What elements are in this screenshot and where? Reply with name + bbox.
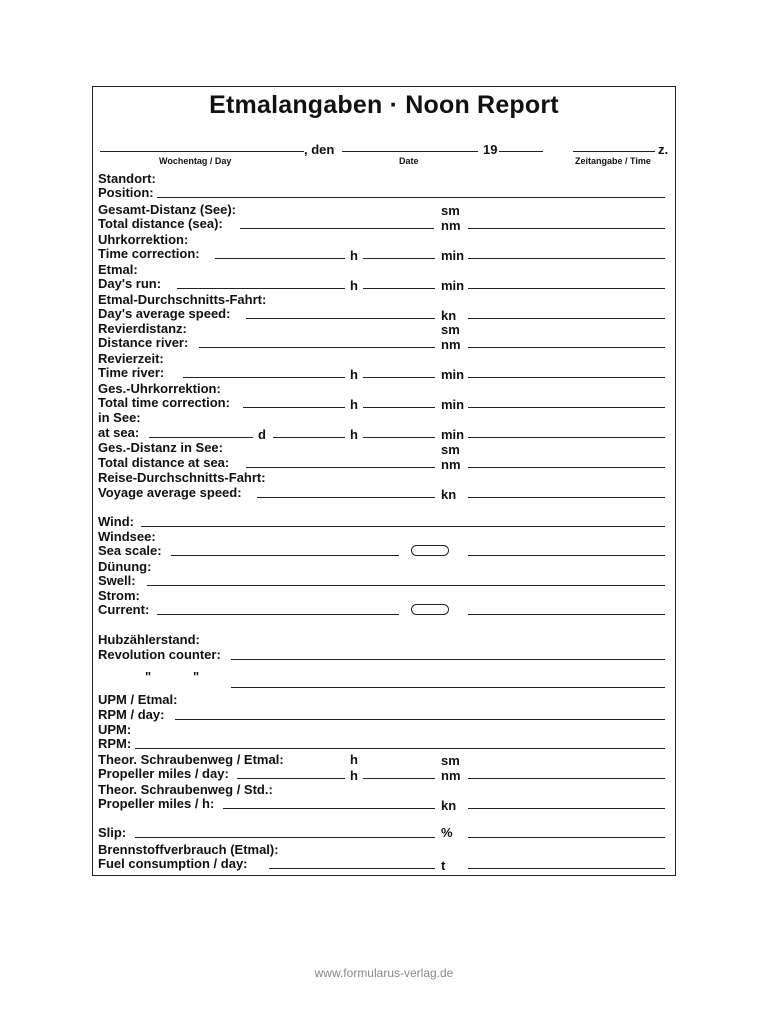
total-time-correction-extra-field[interactable] [468,407,665,408]
wind-label: Wind: [98,514,134,529]
unit-sm: sm [441,322,460,337]
rpm-day-field[interactable] [175,719,665,720]
unit-percent: % [441,825,453,840]
at-sea-min-field[interactable] [363,437,435,438]
swell-label: Swell: [98,573,136,588]
unit-t: t [441,858,446,873]
prop-miles-h-field[interactable] [223,808,435,809]
revierdistanz-label: Revierdistanz: [98,321,187,336]
date-field[interactable] [342,151,478,152]
unit-nm: nm [441,768,461,783]
den-label: , den [304,142,335,157]
uhrkorrektion-label: Uhrkorrektion: [98,232,189,247]
unit-nm: nm [441,218,461,233]
standort-label: Standort: [98,171,156,186]
total-time-correction-label: Total time correction: [98,395,230,410]
time-caption: Zeitangabe / Time [575,156,651,166]
revierzeit-label: Revierzeit: [98,351,164,366]
year-field[interactable] [499,151,543,152]
time-river-h-field[interactable] [183,377,345,378]
unit-min: min [441,278,465,293]
hubzaehler-label: Hubzählerstand: [98,632,200,647]
unit-h: h [350,397,358,412]
rpm-field[interactable] [135,748,665,749]
prop-miles-day-label: Propeller miles / day: [98,766,229,781]
slip-field[interactable] [135,837,435,838]
days-run-h-field[interactable] [177,288,345,289]
unit-min: min [441,427,465,442]
fuel-day-extra-field[interactable] [468,868,665,869]
z-label: z. [658,142,669,157]
unit-h: h [350,752,358,767]
strom-label: Strom: [98,588,140,603]
current-field[interactable] [157,614,399,615]
total-time-correction-min-field[interactable] [363,407,435,408]
at-sea-h-field[interactable] [273,437,345,438]
unit-kn: kn [441,487,457,502]
ges-distanz-see-label: Ges.-Distanz in See: [98,440,223,455]
time-field[interactable] [573,151,655,152]
days-run-min-field[interactable] [363,288,435,289]
noon-report-form [92,86,676,876]
windsee-label: Windsee: [98,529,156,544]
theor-std-label: Theor. Schraubenweg / Std.: [98,782,273,797]
unit-kn: kn [441,308,457,323]
publisher-url: www.formularus-verlag.de [314,966,454,980]
unit-sm: sm [441,203,460,218]
form-title: Etmalangaben · Noon Report [209,91,559,119]
unit-min: min [441,367,465,382]
unit-min: min [441,248,465,263]
distance-river-field[interactable] [199,347,435,348]
sea-scale-direction-box[interactable] [411,545,449,556]
sea-scale-label: Sea scale: [98,543,162,558]
unit-nm: nm [441,457,461,472]
rev-counter-field[interactable] [231,659,665,660]
prop-miles-h-label: Propeller miles / h: [98,796,215,811]
date-caption: Date [399,156,419,166]
rev-counter-label: Revolution counter: [98,647,221,662]
wind-field[interactable] [141,526,665,527]
unit-h: h [350,278,358,293]
time-river-label: Time river: [98,365,165,380]
unit-nm: nm [441,337,461,352]
unit-d: d [258,427,266,442]
time-river-min-field[interactable] [363,377,435,378]
fuel-day-field[interactable] [269,868,435,869]
time-correction-min-field[interactable] [363,258,435,259]
duenung-label: Dünung: [98,559,152,574]
time-river-extra-field[interactable] [468,377,665,378]
total-distance-at-sea-field[interactable] [246,467,435,468]
prop-miles-day-h-field[interactable] [237,778,345,779]
position-field[interactable] [157,197,665,198]
year-prefix: 19 [483,142,498,157]
days-run-extra-field[interactable] [468,288,665,289]
unit-sm: sm [441,442,460,457]
time-correction-extra-field[interactable] [468,258,665,259]
sea-scale-extra-field[interactable] [468,555,665,556]
distance-river-extra-field[interactable] [468,347,665,348]
unit-h: h [350,248,358,263]
ditto-mark: " [145,669,152,684]
fuel-day-label: Fuel consumption / day: [98,856,248,871]
sea-scale-field[interactable] [171,555,399,556]
at-sea-extra-field[interactable] [468,437,665,438]
gesamt-distanz-label: Gesamt-Distanz (See): [98,202,236,217]
at-sea-label: at sea: [98,425,140,440]
total-distance-at-sea-extra-field[interactable] [468,467,665,468]
days-avg-speed-label: Day's average speed: [98,306,231,321]
rpm-day-label: RPM / day: [98,707,165,722]
swell-field[interactable] [147,585,665,586]
total-distance-sea-field[interactable] [240,228,434,229]
ges-uhrkorrektion-label: Ges.-Uhrkorrektion: [98,381,221,396]
prop-miles-day-min-field[interactable] [363,778,435,779]
etmal-speed-label: Etmal-Durchschnitts-Fahrt: [98,292,267,307]
unit-sm: sm [441,753,460,768]
time-correction-h-field[interactable] [215,258,345,259]
voyage-avg-speed-extra-field[interactable] [468,497,665,498]
total-distance-sea-extra-field[interactable] [468,228,665,229]
weekday-field[interactable] [100,151,304,152]
distance-river-label: Distance river: [98,335,189,350]
current-direction-box[interactable] [411,604,449,615]
unit-h: h [350,367,358,382]
etmal-label: Etmal: [98,262,138,277]
unit-h: h [350,768,358,783]
ditto-mark: " [193,669,200,684]
rev-counter-second-field[interactable] [231,687,665,688]
unit-min: min [441,397,465,412]
voyage-avg-speed-field[interactable] [257,497,435,498]
weekday-caption: Wochentag / Day [159,156,232,166]
current-label: Current: [98,602,150,617]
voyage-avg-speed-label: Voyage average speed: [98,485,242,500]
in-see-label: in See: [98,410,141,425]
total-distance-sea-label: Total distance (sea): [98,216,223,231]
slip-label: Slip: [98,825,127,840]
at-sea-d-field[interactable] [149,437,253,438]
total-time-correction-h-field[interactable] [243,407,345,408]
prop-miles-h-extra-field[interactable] [468,808,665,809]
brennstoff-label: Brennstoffverbrauch (Etmal): [98,842,279,857]
unit-kn: kn [441,798,457,813]
days-run-label: Day's run: [98,276,162,291]
prop-miles-day-extra-field[interactable] [468,778,665,779]
reise-speed-label: Reise-Durchschnitts-Fahrt: [98,470,266,485]
rpm-label: RPM: [98,736,132,751]
theor-etmal-label: Theor. Schraubenweg / Etmal: [98,752,284,767]
time-correction-label: Time correction: [98,246,200,261]
unit-h: h [350,427,358,442]
total-distance-at-sea-label: Total distance at sea: [98,455,230,470]
slip-extra-field[interactable] [468,837,665,838]
upm-label: UPM: [98,722,132,737]
position-label: Position: [98,185,154,200]
days-avg-speed-extra-field[interactable] [468,318,665,319]
current-extra-field[interactable] [468,614,665,615]
days-avg-speed-field[interactable] [246,318,435,319]
upm-etmal-label: UPM / Etmal: [98,692,178,707]
